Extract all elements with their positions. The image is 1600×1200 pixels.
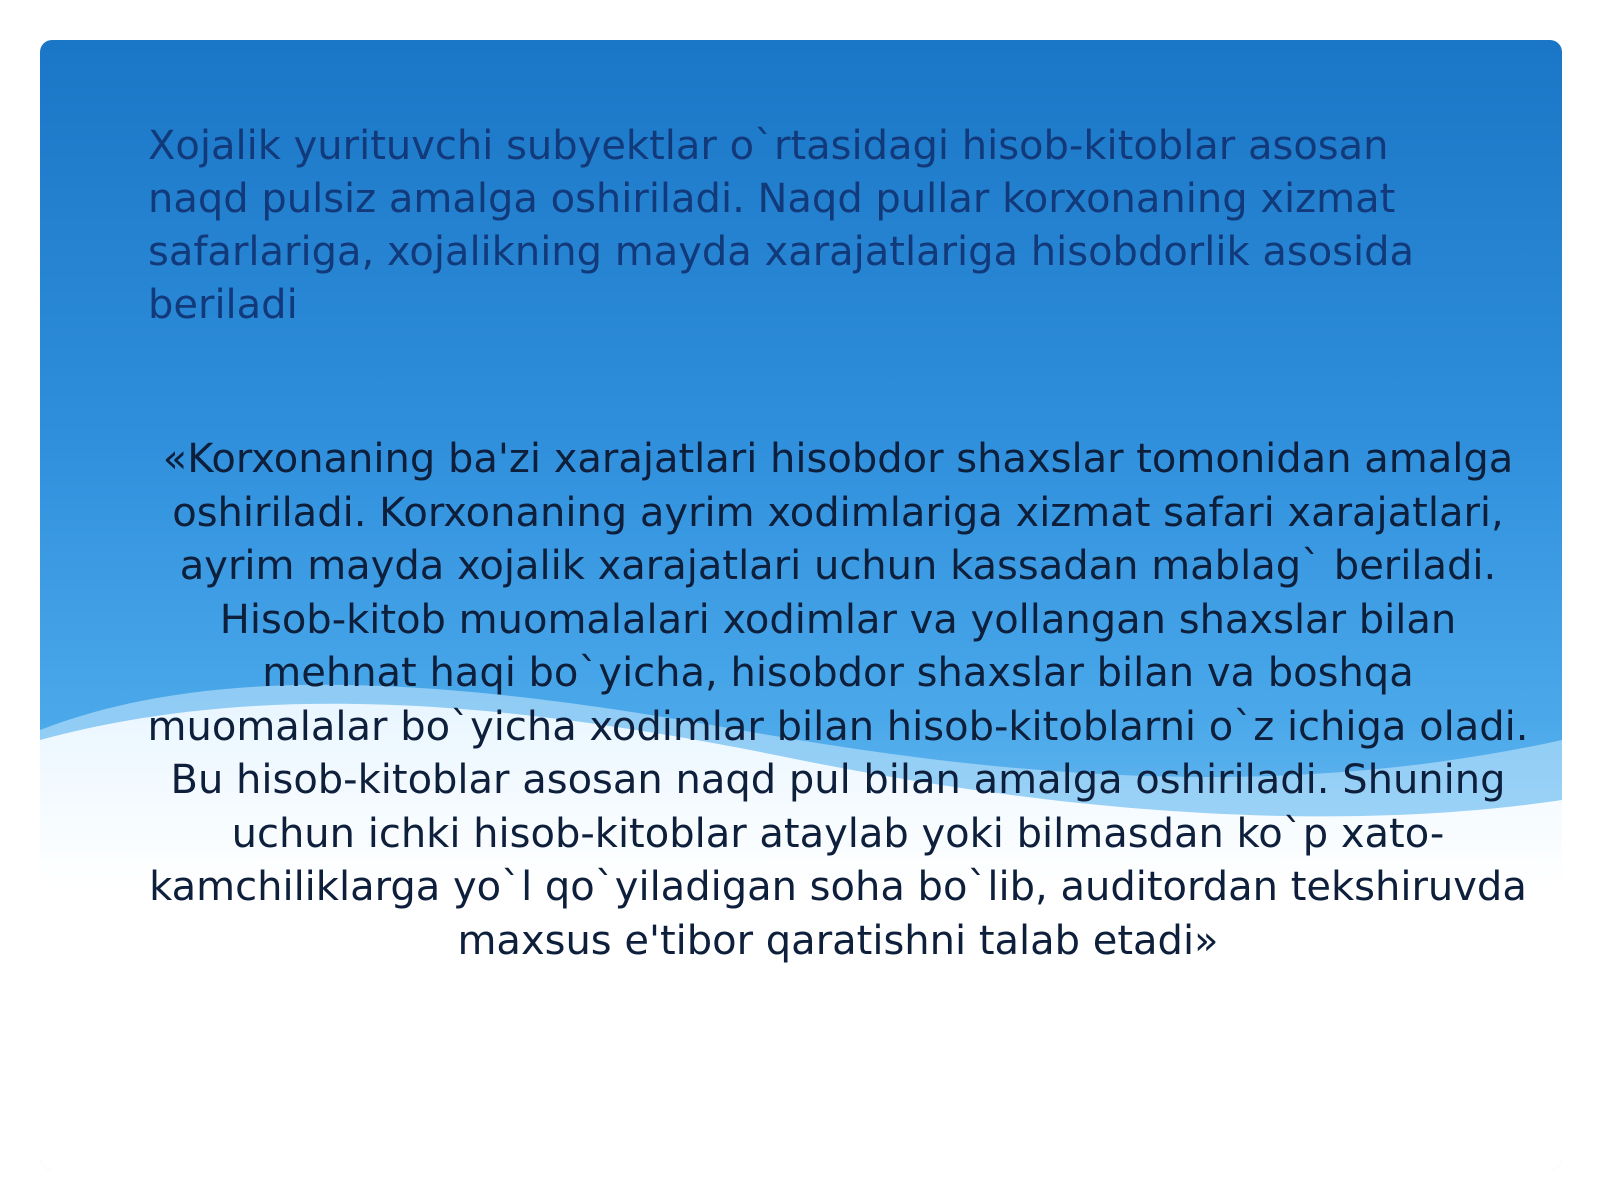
quote-paragraph: «Korxonaning ba'zi xarajatlari hisobdor shaxslar tomonidan amalga oshiriladi. Korxonaning ayrim xodimlariga xizmat safari xarajatlari, ayrim mayda xojalik xarajatlari uchun kassadan mablag` beriladi. Hisob-kitob muomalalari xodimlar va yollangan shaxslar bilan mehnat haqi bo`yicha, hisobdor shaxslar bilan va boshqa muomalalar bo`yicha xodimlar bilan hisob-kitoblarni o`z ichiga oladi. Bu hisob-kitoblar asosan naqd pul bilan amalga oshiriladi. Shuning uchun ichki hisob-kitoblar ataylab yoki bilmasdan ko`p xato-kamchiliklarga yo`l qo`yiladigan soha bo`lib, auditordan tekshiruvda maxsus e'tibor qaratishni talab etadi» <box>147 436 1529 964</box>
intro-paragraph: Xojalik yurituvchi subyektlar o`rtasidagi hisob-kitoblar asosan naqd pulsiz amalga oshiriladi. Naqd pullar korxonaning xizmat safarlariga, xojalikning mayda xarajatlariga hisobdorlik asosida beriladi <box>148 123 1415 328</box>
